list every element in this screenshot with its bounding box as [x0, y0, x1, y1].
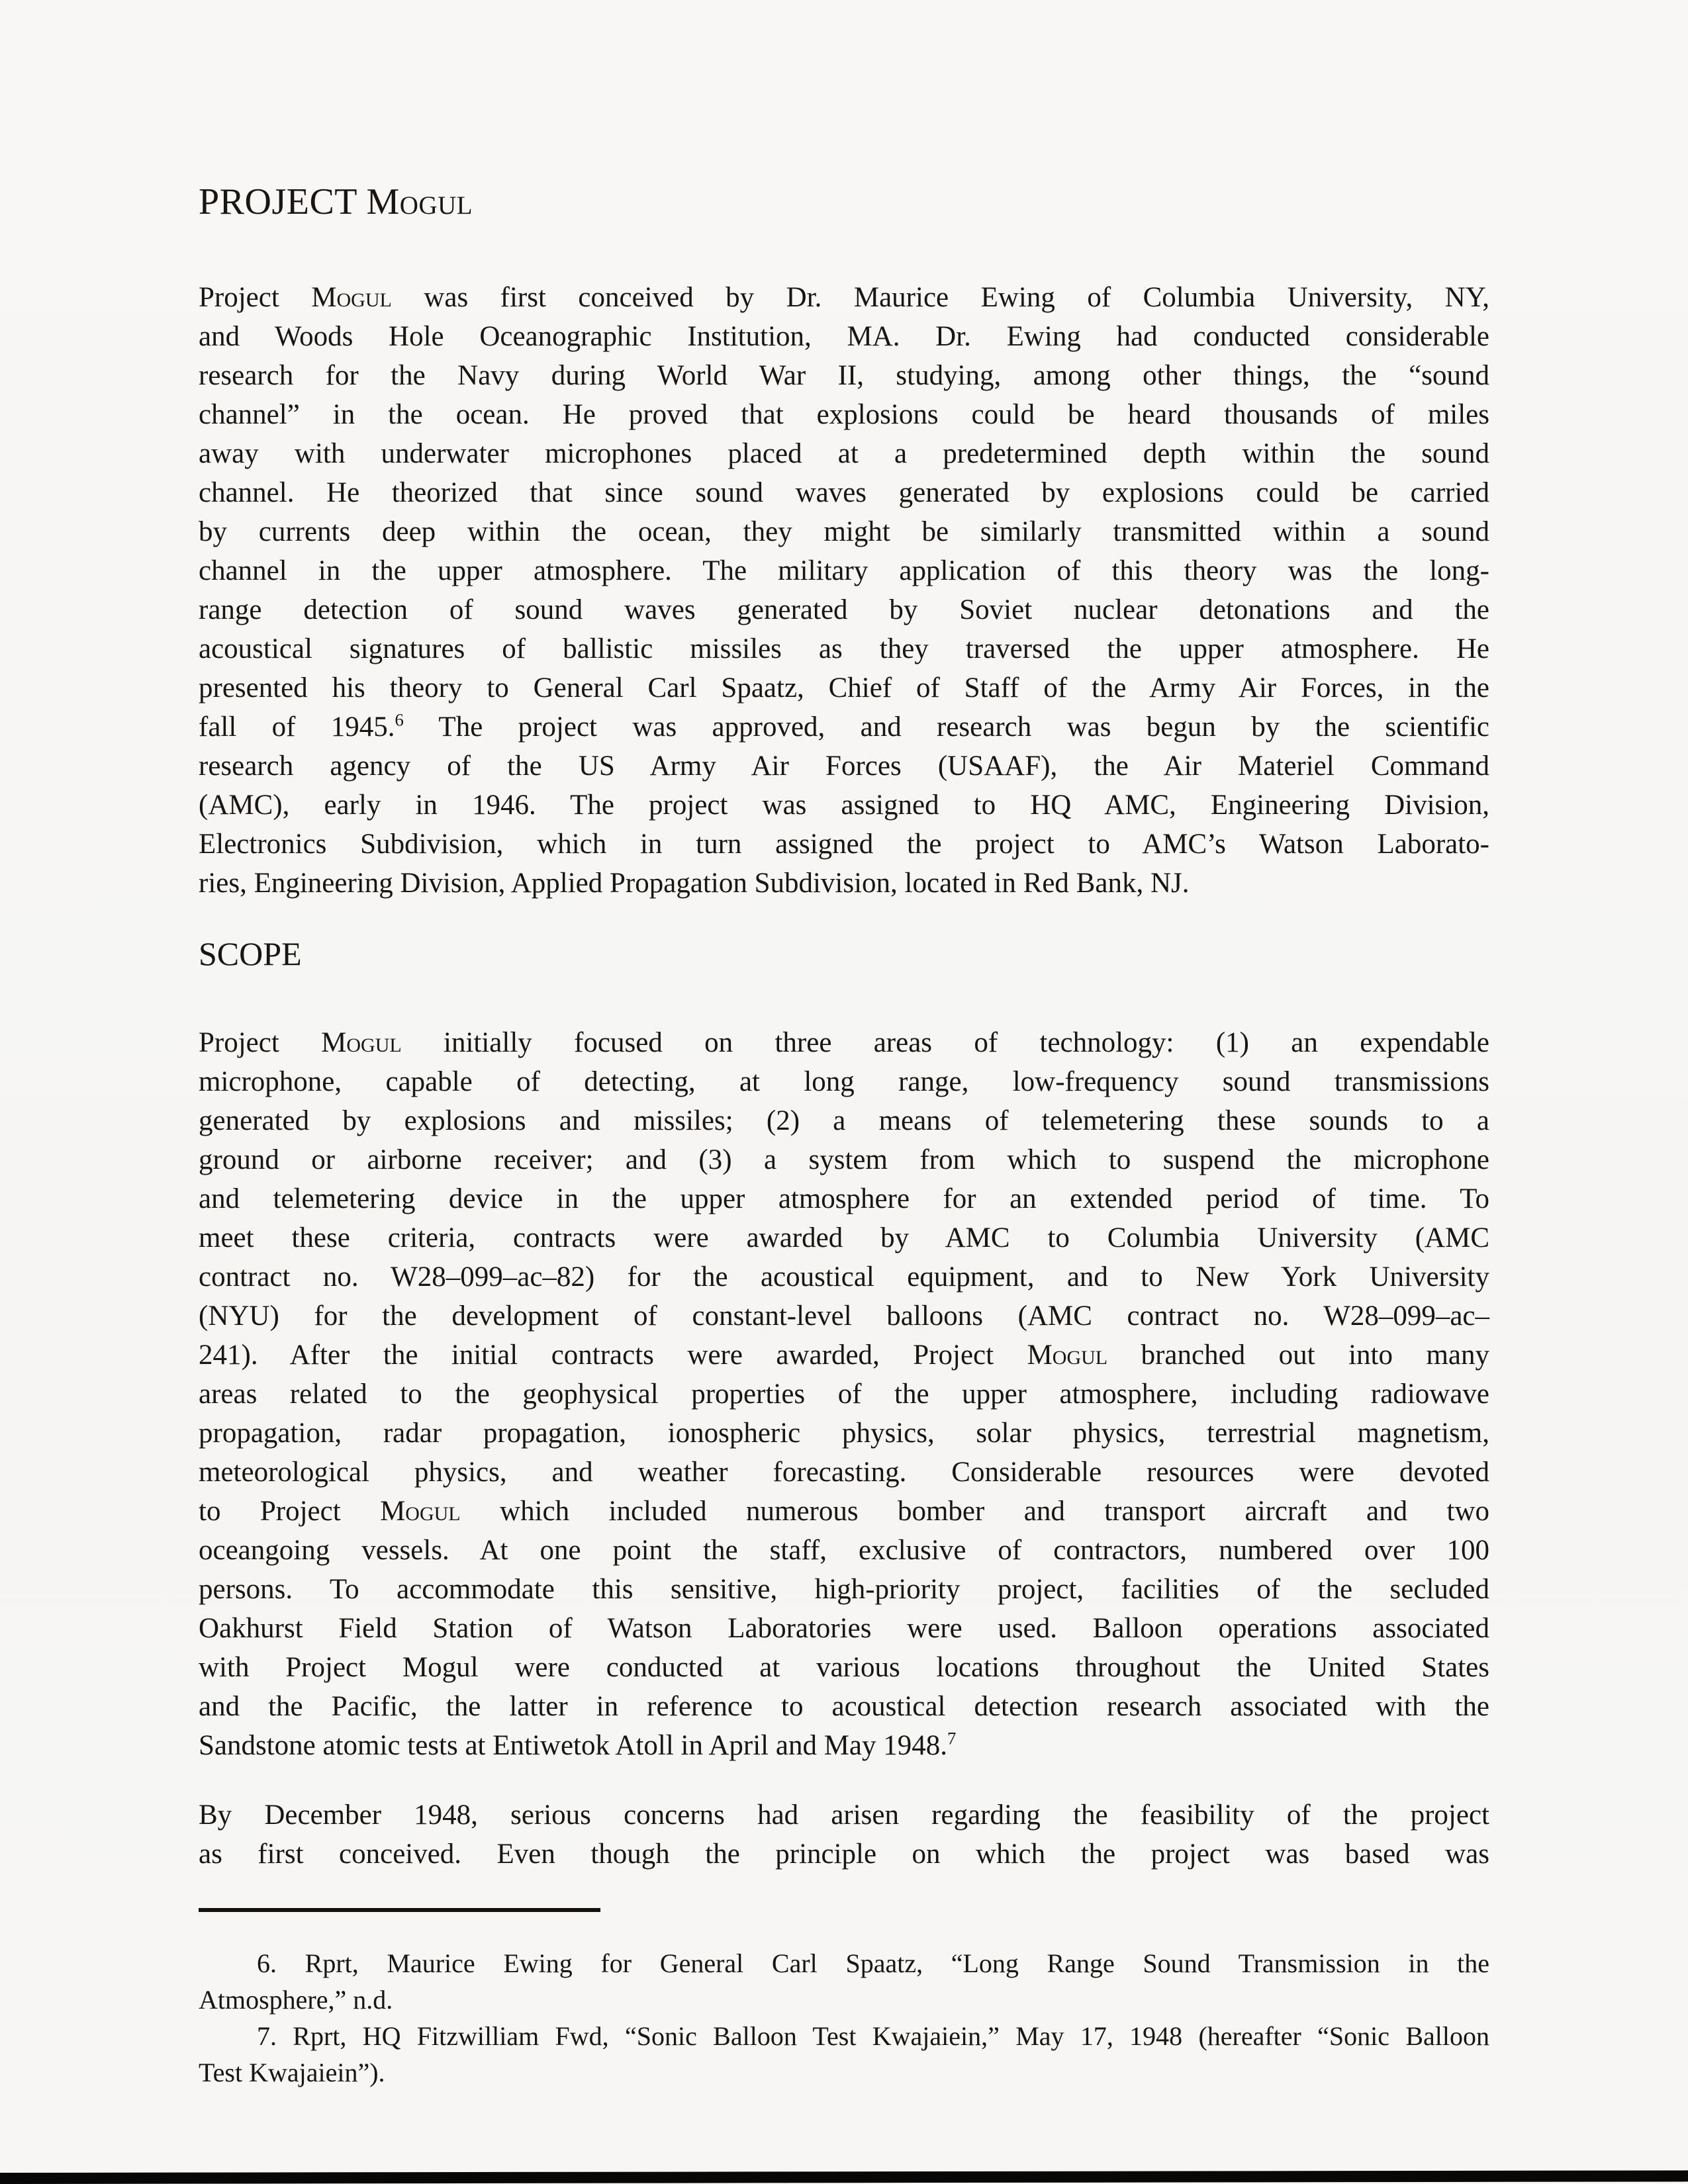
- text-run: branched out into many: [1107, 1340, 1490, 1371]
- paragraph: [199, 1796, 1489, 1874]
- text-run: propagation, radar propagation, ionospheric physics, solar physics, terrestrial magnetism,: [199, 1418, 1489, 1449]
- text-run: and telemetering device in the upper atmosphere for an extended period of time. To: [199, 1183, 1489, 1214]
- text-run: research for the Navy during World War II, studying, among other things, the “sound: [199, 360, 1489, 391]
- text-run: Project: [199, 1027, 322, 1058]
- text-run: meet these criteria, contracts were awarded by AMC to Columbia University (AMC: [199, 1222, 1489, 1253]
- text-run: initially focused on three areas of technology: (1) an expendable: [401, 1027, 1489, 1058]
- text-run: Project: [199, 282, 312, 313]
- text-line: [199, 512, 1489, 551]
- text-run: oceangoing vessels. At one point the staff, exclusive of contractors, numbered over 100: [199, 1535, 1489, 1566]
- smallcaps-text: Mogul: [366, 181, 473, 222]
- footnote-reference: 6: [395, 709, 404, 730]
- text-line: [199, 317, 1489, 356]
- text-run: persons. To accommodate this sensitive, high-priority project, facilities of the secluded: [199, 1574, 1489, 1605]
- text-run: PROJECT: [199, 181, 367, 222]
- smallcaps-text: Mogul: [311, 282, 392, 313]
- text-line: [199, 395, 1489, 434]
- text-run: (AMC), early in 1946. The project was assigned to HQ AMC, Engineering Division,: [199, 790, 1489, 821]
- text-run: and the Pacific, the latter in reference to acoustical detection research associated with the: [199, 1691, 1489, 1722]
- text-line: [199, 1101, 1489, 1140]
- text-run: SCOPE: [199, 935, 302, 972]
- text-run: presented his theory to General Carl Spaatz, Chief of Staff of the Army Air Forces, in the: [199, 672, 1489, 704]
- text-line: [199, 551, 1489, 590]
- text-line: [199, 1687, 1489, 1726]
- text-line: [199, 1492, 1489, 1531]
- text-run: areas related to the geophysical properties of the upper atmosphere, including radiowave: [199, 1379, 1489, 1410]
- text-line: [199, 747, 1489, 786]
- text-run: was first conceived by Dr. Maurice Ewing of Columbia University, NY,: [391, 282, 1489, 313]
- text-run: to Project: [199, 1496, 381, 1527]
- text-line: [199, 1375, 1489, 1414]
- text-run: away with underwater microphones placed at a predetermined depth within the sound: [199, 438, 1489, 469]
- text-line: [199, 278, 1489, 317]
- text-run: contract no. W28–099–ac–82) for the acoustical equipment, and to New York University: [199, 1261, 1489, 1293]
- text-line: [199, 1835, 1489, 1874]
- text-line: [199, 1062, 1489, 1101]
- text-line: [199, 629, 1489, 668]
- text-run: The project was approved, and research was begun by the scientific: [403, 711, 1489, 743]
- text-run: ground or airborne receiver; and (3) a system from which to suspend the microphone: [199, 1144, 1489, 1175]
- smallcaps-text: Mogul: [1027, 1340, 1108, 1371]
- document-sections: [199, 183, 1489, 1874]
- text-run: Sandstone atomic tests at Entiwetok Atoll in April and May 1948.: [199, 1730, 948, 1761]
- text-run: microphone, capable of detecting, at long range, low-frequency sound transmissions: [199, 1066, 1489, 1097]
- text-run: generated by explosions and missiles; (2) a means of telemetering these sounds to a: [199, 1105, 1489, 1136]
- text-run: channel. He theorized that since sound waves generated by explosions could be carried: [199, 477, 1489, 508]
- smallcaps-text: Mogul: [321, 1027, 402, 1058]
- text-line: [199, 1609, 1489, 1648]
- text-run: range detection of sound waves generated by Soviet nuclear detonations and the: [199, 594, 1489, 625]
- text-line: [199, 1648, 1489, 1687]
- smallcaps-text: Mogul: [380, 1496, 461, 1527]
- text-line: [199, 1531, 1489, 1570]
- text-run: 241). After the initial contracts were awarded, Project: [199, 1340, 1027, 1371]
- text-line: [199, 786, 1489, 825]
- text-line: [199, 1336, 1489, 1375]
- text-run: acoustical signatures of ballistic missiles as they traversed the upper atmosphere. He: [199, 633, 1489, 664]
- text-line: [199, 864, 1489, 903]
- text-line: [199, 1257, 1489, 1297]
- text-line: [199, 1023, 1489, 1062]
- text-line: [199, 1726, 1489, 1765]
- text-line: [199, 1414, 1489, 1453]
- text-run: meteorological physics, and weather forecasting. Considerable resources were devoted: [199, 1457, 1489, 1488]
- text-run: 6. Rprt, Maurice Ewing for General Carl Spaatz, “Long Range Sound Transmission in the: [257, 1948, 1489, 1978]
- text-line: [199, 1796, 1489, 1835]
- text-run: (NYU) for the development of constant-level balloons (AMC contract no. W28–099–ac–: [199, 1300, 1489, 1332]
- text-run: channel” in the ocean. He proved that explosions could be heard thousands of miles: [199, 399, 1489, 430]
- text-run: with Project Mogul were conducted at various locations throughout the United States: [199, 1652, 1489, 1683]
- text-line: [199, 590, 1489, 629]
- footnote-reference: 7: [947, 1728, 957, 1749]
- text-run: By December 1948, serious concerns had arisen regarding the feasibility of the project: [199, 1799, 1489, 1831]
- footnotes: [199, 1945, 1489, 2091]
- footnote: [199, 1945, 1489, 2018]
- text-run: Electronics Subdivision, which in turn assigned the project to AMC’s Watson Laborato-: [199, 829, 1489, 860]
- text-run: research agency of the US Army Air Forces (USAAF), the Air Materiel Command: [199, 751, 1489, 782]
- document-body: [199, 0, 1489, 2091]
- text-line: [199, 1945, 1489, 1981]
- text-line: [199, 1140, 1489, 1179]
- text-run: Test Kwajaiein”).: [199, 2058, 385, 2087]
- text-run: as first conceived. Even though the principle on which the project was based was: [199, 1839, 1489, 1870]
- text-line: [199, 1570, 1489, 1609]
- text-line: [199, 2054, 1489, 2091]
- text-line: [199, 825, 1489, 864]
- text-line: [199, 434, 1489, 473]
- scan-edge-artifact: [0, 2170, 1688, 2184]
- text-run: Oakhurst Field Station of Watson Laboratories were used. Balloon operations associated: [199, 1613, 1489, 1644]
- text-run: 7. Rprt, HQ Fitzwilliam Fwd, “Sonic Balloon Test Kwajaiein,” May 17, 1948 (hereafter “Sonic Balloon: [257, 2021, 1489, 2051]
- text-line: [199, 473, 1489, 512]
- text-run: and Woods Hole Oceanographic Institution, MA. Dr. Ewing had conducted considerable: [199, 321, 1489, 352]
- paragraph: [199, 278, 1489, 903]
- text-line: [199, 668, 1489, 707]
- text-run: which included numerous bomber and transport aircraft and two: [460, 1496, 1489, 1527]
- text-line: [199, 356, 1489, 395]
- text-line: [199, 2018, 1489, 2054]
- text-line: [199, 1218, 1489, 1257]
- footnote: [199, 2018, 1489, 2091]
- text-line: [199, 1981, 1489, 2018]
- footnote-separator: [199, 1908, 600, 1912]
- paragraph: [199, 1023, 1489, 1765]
- text-line: [199, 1297, 1489, 1336]
- text-run: fall of 1945.: [199, 711, 395, 743]
- text-line: [199, 1453, 1489, 1492]
- text-run: by currents deep within the ocean, they might be similarly transmitted within a sound: [199, 516, 1489, 547]
- section-heading: [199, 936, 1489, 972]
- page-title: [199, 183, 1489, 221]
- text-run: ries, Engineering Division, Applied Propagation Subdivision, located in Red Bank, NJ.: [199, 868, 1190, 899]
- text-line: [199, 1179, 1489, 1218]
- text-run: Atmosphere,” n.d.: [199, 1985, 393, 2015]
- text-line: [199, 707, 1489, 747]
- text-run: channel in the upper atmosphere. The military application of this theory was the long-: [199, 555, 1489, 586]
